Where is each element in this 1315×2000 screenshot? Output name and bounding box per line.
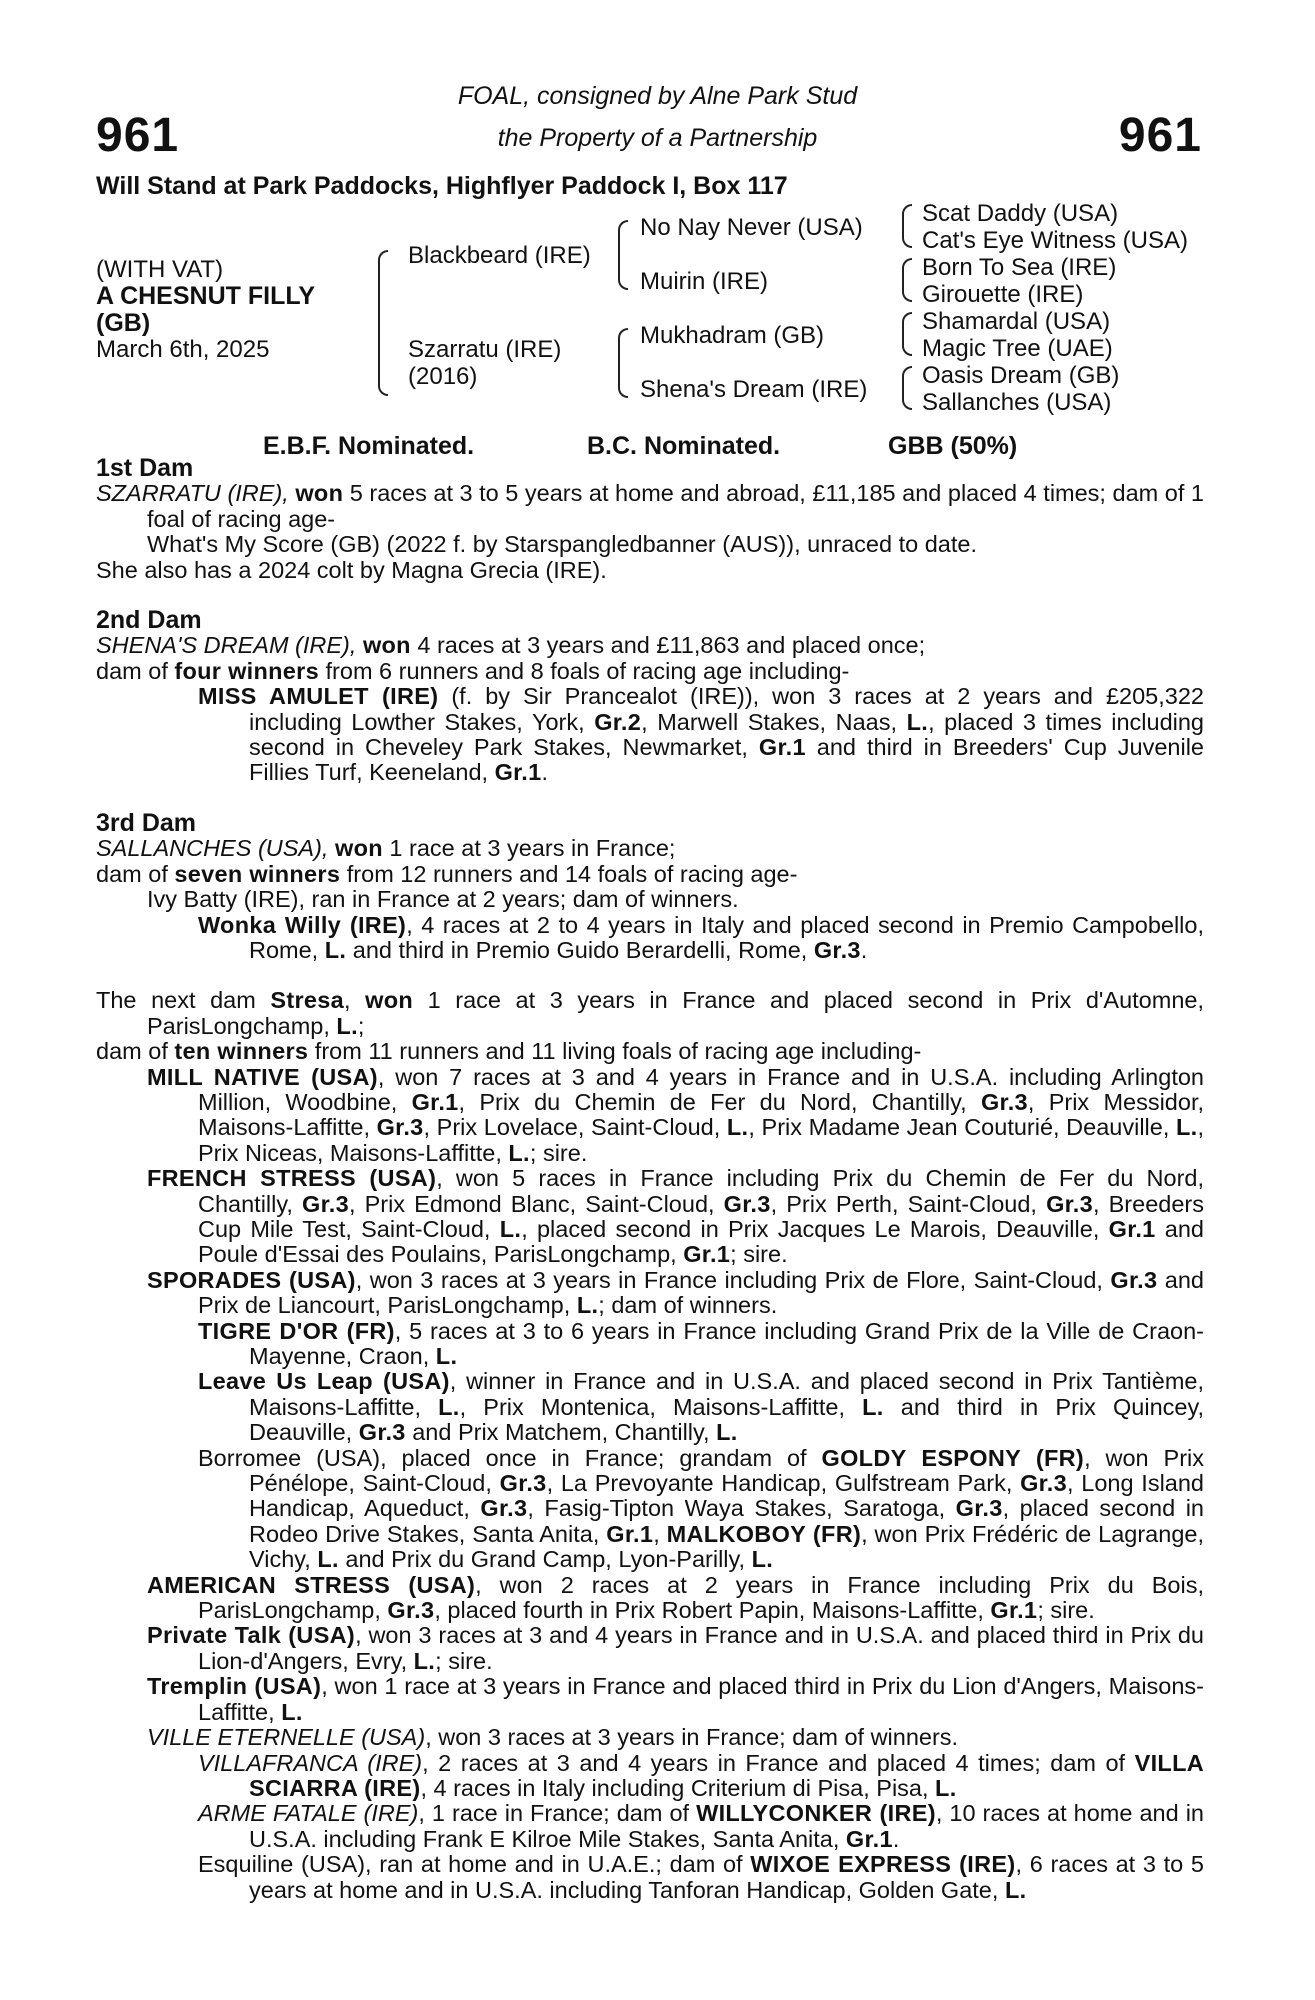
dam-year: (2016) — [408, 363, 478, 390]
villafranca-entry: VILLAFRANCA (IRE), 2 races at 3 and 4 years in France and placed 4 times; dam of VILLA SCIARRA (IRE), 4 races in Italy including Criterium di Pisa, Pisa, L. — [198, 1749, 1204, 1801]
second-dam-record: SHENA'S DREAM (IRE), won 4 races at 3 years and £11,863 and placed once; — [96, 632, 926, 659]
gbb-status: GBB (50%) — [888, 432, 1018, 460]
consignor-line: FOAL, consigned by Alne Park Stud — [457, 82, 858, 110]
ggp-2: Cat's Eye Witness (USA) — [922, 227, 1188, 254]
first-dam-record: SZARRATU (IRE), won 5 races at 3 to 5 years at home and abroad, £11,185 and placed 4 times; dam of 1 foal of racing age- — [96, 480, 1204, 532]
esquiline-entry: Esquiline (USA), ran at home and in U.A.E.; dam of WIXOE EXPRESS (IRE), 6 races at 3 to 5 years at home and in U.S.A. including Tanforan Handicap, Golden Gate, L. — [198, 1851, 1204, 1903]
first-dam-heading: 1st Dam — [96, 454, 194, 482]
second-dam-produce: dam of four winners from 6 runners and 8 foals of racing age including- — [96, 657, 850, 684]
pedigree-brace — [618, 328, 628, 398]
third-dam-produce: dam of seven winners from 12 runners and 14 foals of racing age- — [96, 860, 798, 887]
first-dam-foal: What's My Score (GB) (2022 f. by Starspangledbanner (AUS)), unraced to date. — [147, 531, 977, 558]
vat-label: (WITH VAT) — [96, 256, 224, 283]
stand-location: Will Stand at Park Paddocks, Highflyer Paddock I, Box 117 — [96, 172, 788, 200]
sire-dam: Muirin (IRE) — [640, 268, 769, 295]
horse-country: (GB) — [96, 309, 151, 337]
ggp-8: Sallanches (USA) — [922, 389, 1112, 416]
horse-name: A CHESNUT FILLY — [96, 282, 315, 310]
pedigree-brace — [902, 258, 912, 302]
lot-number-right: 961 — [1118, 109, 1202, 162]
sire: Blackbeard (IRE) — [408, 242, 591, 269]
pedigree-notes — [96, 456, 1204, 1903]
property-line: the Property of a Partnership — [497, 124, 818, 152]
second-dam-heading: 2nd Dam — [96, 606, 202, 635]
dam: Szarratu (IRE) — [408, 336, 562, 363]
wonka-willy-entry: Wonka Willy (IRE), 4 races at 2 to 4 years in Italy and placed second in Premio Campobello, Rome, L. and third in Premio Guido Berardelli, Rome, Gr.3. — [198, 911, 1204, 963]
ggp-5: Shamardal (USA) — [922, 308, 1111, 335]
ggp-3: Born To Sea (IRE) — [922, 254, 1117, 281]
pedigree-brace — [902, 366, 912, 410]
date-of-birth: March 6th, 2025 — [96, 336, 270, 363]
sporades-entry: SPORADES (USA), won 3 races at 3 years in France including Prix de Flore, Saint-Cloud, Gr.3 and Prix de Liancourt, ParisLongchamp, L.; dam of winners. — [147, 1266, 1204, 1319]
sire-sire: No Nay Never (USA) — [640, 214, 863, 241]
bc-nomination: B.C. Nominated. — [587, 432, 781, 460]
pedigree-brace — [902, 204, 912, 248]
pedigree-brace — [618, 220, 628, 290]
ggp-1: Scat Daddy (USA) — [922, 200, 1119, 227]
tigre-dor-entry: TIGRE D'OR (FR), 5 races at 3 to 6 years in France including Grand Prix de la Ville de Craon-Mayenne, Craon, L. — [198, 1317, 1204, 1369]
dam-sire: Mukhadram (GB) — [640, 322, 825, 349]
tremplin-entry: Tremplin (USA), won 1 race at 3 years in France and placed third in Prix du Lion d'Angers, Maisons-Laffitte, L. — [147, 1673, 1205, 1725]
next-dam-record: The next dam Stresa, won 1 race at 3 years in France and placed second in Prix d'Automne, ParisLongchamp, L.; — [96, 987, 1204, 1039]
third-dam-record: SALLANCHES (USA), won 1 race at 3 years in France; — [96, 835, 676, 862]
american-stress-entry: AMERICAN STRESS (USA), won 2 races at 2 years in France including Prix du Bois, ParisLongchamp, Gr.3, placed fourth in Prix Robert Papin, Maisons-Laffitte, Gr.1; sire. — [147, 1571, 1204, 1624]
first-dam-also: She also has a 2024 colt by Magna Grecia (IRE). — [96, 556, 607, 583]
leave-us-leap-entry: Leave Us Leap (USA), winner in France and in U.S.A. and placed second in Prix Tantième, Maisons-Laffitte, L., Prix Montenica, Maisons-Laffitte, L. and third in Prix Quincey, Deauville, Gr.3 and Prix Matchem, Chantilly, L. — [198, 1368, 1204, 1446]
ggp-7: Oasis Dream (GB) — [922, 362, 1120, 389]
miss-amulet-entry: MISS AMULET (IRE) (f. by Sir Prancealot (IRE)), won 3 races at 2 years and £205,322 including Lowther Stakes, York, Gr.2, Marwell Stakes, Naas, L., placed 3 times including second in Cheveley Park Stakes, Newmarket, Gr.1 and third in Breeders' Cup Juvenile Fillies Turf, Keeneland, Gr.1. — [198, 683, 1205, 786]
dam-dam: Shena's Dream (IRE) — [640, 376, 868, 403]
ville-eternelle-entry: VILLE ETERNELLE (USA), won 3 races at 3 years in France; dam of winners. — [147, 1724, 959, 1751]
pedigree-brace — [902, 312, 912, 356]
mill-native-entry: MILL NATIVE (USA), won 7 races at 3 and 4 years in France and in U.S.A. including Arlington Million, Woodbine, Gr.1, Prix du Chemin de Fer du Nord, Chantilly, Gr.3, Prix Messidor, Maisons-Laffitte, Gr.3, Prix Lovelace, Saint-Cloud, L., Prix Madame Jean Couturié, Deauville, L., Prix Niceas, Maisons-Laffitte, L.; sire. — [147, 1063, 1205, 1166]
borromee-entry: Borromee (USA), placed once in France; grandam of GOLDY ESPONY (FR), won Prix Pénélope, Saint-Cloud, Gr.3, La Prevoyante Handicap, Gulfstream Park, Gr.3, Long Island Handicap, Aqueduct, Gr.3, Fasig-Tipton Waya Stakes, Saratoga, Gr.3, placed second in Rodeo Drive Stakes, Santa Anita, Gr.1, MALKOBOY (FR), won Prix Frédéric de Lagrange, Vichy, L. and Prix du Grand Camp, Lyon-Parilly, L. — [198, 1444, 1204, 1573]
arme-fatale-entry: ARME FATALE (IRE), 1 race in France; dam of WILLYCONKER (IRE), 10 races at home and in U.S.A. including Frank E Kilroe Mile Stakes, Santa Anita, Gr.1. — [198, 1800, 1204, 1852]
ggp-4: Girouette (IRE) — [922, 281, 1084, 308]
ggp-6: Magic Tree (UAE) — [922, 335, 1113, 362]
third-dam-heading: 3rd Dam — [96, 808, 197, 837]
lot-number-left: 961 — [96, 109, 180, 162]
next-dam-produce: dam of ten winners from 11 runners and 11 living foals of racing age including- — [96, 1038, 922, 1065]
pedigree-brace — [378, 250, 388, 396]
private-talk-entry: Private Talk (USA), won 3 races at 3 and 4 years in France and in U.S.A. and placed third in Prix du Lion-d'Angers, Evry, L.; sire. — [147, 1622, 1204, 1674]
french-stress-entry: FRENCH STRESS (USA), won 5 races in France including Prix du Chemin de Fer du Nord, Chantilly, Gr.3, Prix Edmond Blanc, Saint-Cloud, Gr.3, Prix Perth, Saint-Cloud, Gr.3, Breeders Cup Mile Test, Saint-Cloud, L., placed second in Prix Jacques Le Marois, Deauville, Gr.1 and Poule d'Essai des Poulains, ParisLongchamp, Gr.1; sire. — [147, 1165, 1205, 1268]
ebf-nomination: E.B.F. Nominated. — [263, 432, 475, 460]
ivy-batty-entry: Ivy Batty (IRE), ran in France at 2 years; dam of winners. — [147, 886, 739, 913]
